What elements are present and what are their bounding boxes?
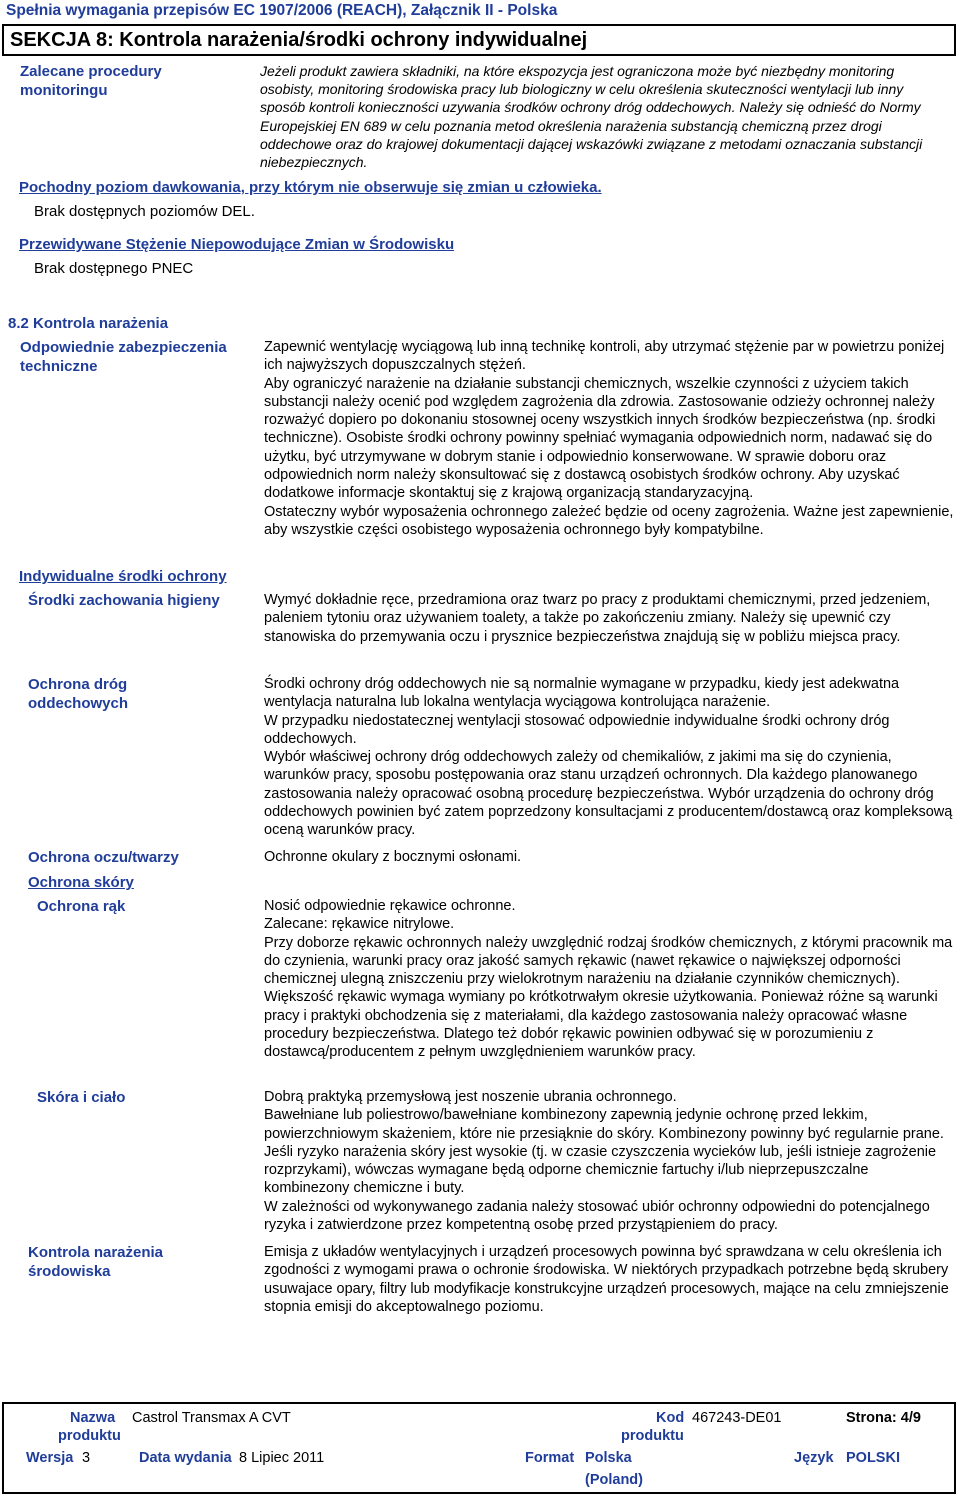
body-paragraph: Dobrą praktyką przemysłową jest noszenie ubrania ochronnego. bbox=[264, 1089, 677, 1105]
hand-protection-text bbox=[264, 897, 954, 1062]
engineering-controls-label: Odpowiednie zabezpieczenia techniczne bbox=[20, 339, 227, 375]
pnec-heading: Przewidywane Stężenie Niepowodujące Zmian w Środowisku bbox=[19, 236, 455, 253]
issue-date: 8 Lipiec 2011 bbox=[239, 1450, 325, 1466]
engineering-paragraph: Aby ograniczyć narażenie na działanie substancji chemicznych, wszelkie czynności z użyciem takich substancji należy ocenić pod względem zagrożenia dla zdrowia. Zastosowanie odzieży ochronnej należy rozważyć dopiero po dokonaniu stosownej oceny wszystkich innych środków bezpieczeństwa (np. środki techniczne). Osobiste środki ochrony powinny spełniać wymagania odpowiednich norm, nadawać się do użytku, być utrzymywane w dobrym stanie i odpowiednio konserwowane. W sprawie doboru oraz odpowiednich norm należy skonsultować się z dostawcą osobistych środków ochrony. Aby uzyskać dodatkowe informacje skontaktuj się z krajową organizacją standaryzacyjną. bbox=[264, 375, 936, 502]
engineering-controls-text bbox=[264, 338, 954, 539]
respiratory-paragraph: Wybór właściwej ochrony dróg oddechowych zależy od chemikaliów, z jakimi ma się do czynienia, warunków pracy, sposobu postępowania oraz stanu urządzeń ochronnych. Dla każdego planowanego zastosowania należy opracować osobną procedurę bezpieczeństwa. Wybór urządzenia do ochrony dróg oddechowych powinien być zatem poprzedzony konsultacjami z producentem/dostawcą oraz kompleksową oceną warunków pracy. bbox=[264, 749, 953, 839]
hand-paragraph: Przy doborze rękawic ochronnych należy uwzględnić rodzaj środków chemicznych, z którymi pracownik ma do czynienia, warunki pracy oraz jakość samych rękawic (nawet rękawice o największej odporności chemicznej ulegną zniszczeniu przy wielokrotnym narażeniu na działanie czynników chemicznych). Większość rękawic wymaga wymiany po krótkotrwałym okresie użytkowania. Ponieważ różne są warunki pracy i praktyki obchodzenia się z materiałami, dla każdego zastosowania należy opracować własne procedury bezpieczeństwa. Dlatego też dobór rękawic powinien odbywać się w porozumieniu z dostawcą/producentem z pełnym uwzględnieniem warunków pracy. bbox=[264, 934, 953, 1061]
product-name-label: Nazwa bbox=[70, 1410, 116, 1426]
document-header-title: Spełnia wymagania przepisów EC 1907/2006 (REACH), Załącznik II - Polska bbox=[6, 2, 558, 19]
product-name: Castrol Transmax A CVT bbox=[132, 1410, 291, 1426]
language-label: Język bbox=[794, 1450, 834, 1466]
body-protection-label: Skóra i ciało bbox=[37, 1089, 126, 1106]
eye-protection-label: Ochrona oczu/twarzy bbox=[28, 849, 179, 866]
format-label: Format bbox=[525, 1450, 575, 1466]
page-number: Strona: 4/9 bbox=[846, 1410, 921, 1426]
eye-protection-text: Ochronne okulary z bocznymi osłonami. bbox=[264, 849, 522, 865]
dnel-heading: Pochodny poziom dawkowania, przy którym nie obserwuje się zmian u człowieka. bbox=[19, 179, 602, 196]
section-title: SEKCJA 8: Kontrola narażenia/środki ochrony indywidualnej bbox=[2, 24, 956, 56]
version-value: 3 bbox=[82, 1450, 91, 1466]
pnec-value: Brak dostępnego PNEC bbox=[34, 260, 194, 277]
body-paragraph: W zależności od wykonywanego zadania należy stosować ubiór ochronny odpowiedni do potencjalnego ryzyka i zatwierdzone przez kompetentną osobę przed przystąpieniem do pracy. bbox=[264, 1198, 930, 1234]
hygiene-label: Środki zachowania higieny bbox=[28, 592, 220, 609]
footer-box bbox=[2, 1402, 956, 1494]
ppe-heading: Indywidualne środki ochrony bbox=[19, 568, 227, 585]
version-label: Wersja bbox=[26, 1450, 74, 1466]
product-code: 467243-DE01 bbox=[692, 1410, 782, 1426]
body-protection-text bbox=[264, 1088, 954, 1234]
hand-protection-label: Ochrona rąk bbox=[37, 898, 126, 915]
hand-paragraph: Zalecane: rękawice nitrylowe. bbox=[264, 916, 455, 933]
environment-text: Emisja z układów wentylacyjnych i urządzeń procesowych powinna być sprawdzana w celu określenia ich zgodności z wymogami prawa o ochronie środowiska. W niektórych przypadkach potrzebne będą skrubery usuwajace opary, filtry lub modyfikacje konstrukcyjne urządzeń procesowych, mające na celu zmniejszenie stopnia emisji do akceptowalnego poziomu. bbox=[264, 1244, 949, 1315]
section-8-2-heading: 8.2 Kontrola narażenia bbox=[8, 315, 169, 332]
skin-protection-heading: Ochrona skóry bbox=[28, 874, 134, 891]
engineering-paragraph: Ostateczny wybór wyposażenia ochronnego zależeć będzie od oceny zagrożenia. Ważne jest zapewnienie, aby wszystkie części osobistego wyposażenia ochronnego były kompatybilne. bbox=[264, 503, 954, 538]
issue-date-label: Data wydania bbox=[139, 1450, 232, 1466]
format-value: Polska bbox=[585, 1450, 632, 1466]
hygiene-text: Wymyć dokładnie ręce, przedramiona oraz twarz po pracy z produktami chemicznymi, przed jedzeniem, paleniem tytoniu oraz używaniem toalety, a także po zakończeniu zmiany. Należy się upewnić czy stanowiska do przemywania oczu i prysznice bezpieczeństwa znajdują się w pobliżu miejsca pracy. bbox=[264, 592, 931, 645]
engineering-paragraph: Zapewnić wentylację wyciągową lub inną technikę kontroli, aby utrzymać stężenie par w powietrzu poniżej ich najwyższych dopuszczalnych stężeń. bbox=[264, 339, 945, 374]
respiratory-label: Ochrona dróg oddechowych bbox=[28, 676, 129, 712]
monitoring-label: Zalecane procedury monitoringu bbox=[20, 63, 162, 99]
product-code-label-2: produktu bbox=[621, 1428, 684, 1444]
respiratory-paragraph: W przypadku niedostatecznej wentylacji stosować odpowiednie indywidualne środki ochrony dróg oddechowych. bbox=[264, 712, 890, 747]
respiratory-paragraph: Środki ochrony dróg oddechowych nie są normalnie wymagane w przypadku, kiedy jest adekwatna wentylacja naturalna lub lokalna wentylacja wyciągowa kontrolująca narażenie. bbox=[264, 676, 900, 711]
language-value: POLSKI bbox=[846, 1450, 900, 1466]
hand-paragraph: Nosić odpowiednie rękawice ochronne. bbox=[264, 898, 516, 914]
respiratory-text bbox=[264, 675, 954, 840]
environment-label: Kontrola narażenia środowiska bbox=[28, 1244, 164, 1280]
body-paragraph: Bawełniane lub poliestrowo/bawełniane kombinezony zapewnią jedynie ochronę przed lekkim, powierzchniowym skażeniem, które nie przesiąknie do skóry. Kombinezony powinny być regularnie prane. Jeśli ryzyko narażenia skóry jest wysokie (tj. w czasie czyszczenia wycieków lub, jeśli istnieje zagrożenie rozprzykami), wówczas wymagane będą odporne chemicznie fartuchy i/lub nieprzepuszczalne kombinezony chemiczne i buty. bbox=[264, 1107, 944, 1197]
product-code-label: Kod bbox=[656, 1410, 685, 1426]
product-name-label-2: produktu bbox=[58, 1428, 121, 1444]
format-value-2: (Poland) bbox=[585, 1472, 643, 1488]
dnel-value: Brak dostępnych poziomów DEL. bbox=[34, 203, 255, 220]
monitoring-text: Jeżeli produkt zawiera składniki, na które ekspozycja jest ograniczona może być niezbędny monitoring osobisty, monitoring środowiska pracy lub biologiczny w celu określenia skuteczności wentylacji lub inny sposób kontroli konieczności uzywania środków ochrony dróg oddechowych. Należy się odnieść do Normy Europejskiej EN 689 w celu poznania metod określenia narażenia substancją chemiczną przez drogi oddechowe oraz do krajowej dokumentacji dającej wskazówki związane z metodami oznaczania substancji niebezpiecznych. bbox=[260, 63, 923, 171]
